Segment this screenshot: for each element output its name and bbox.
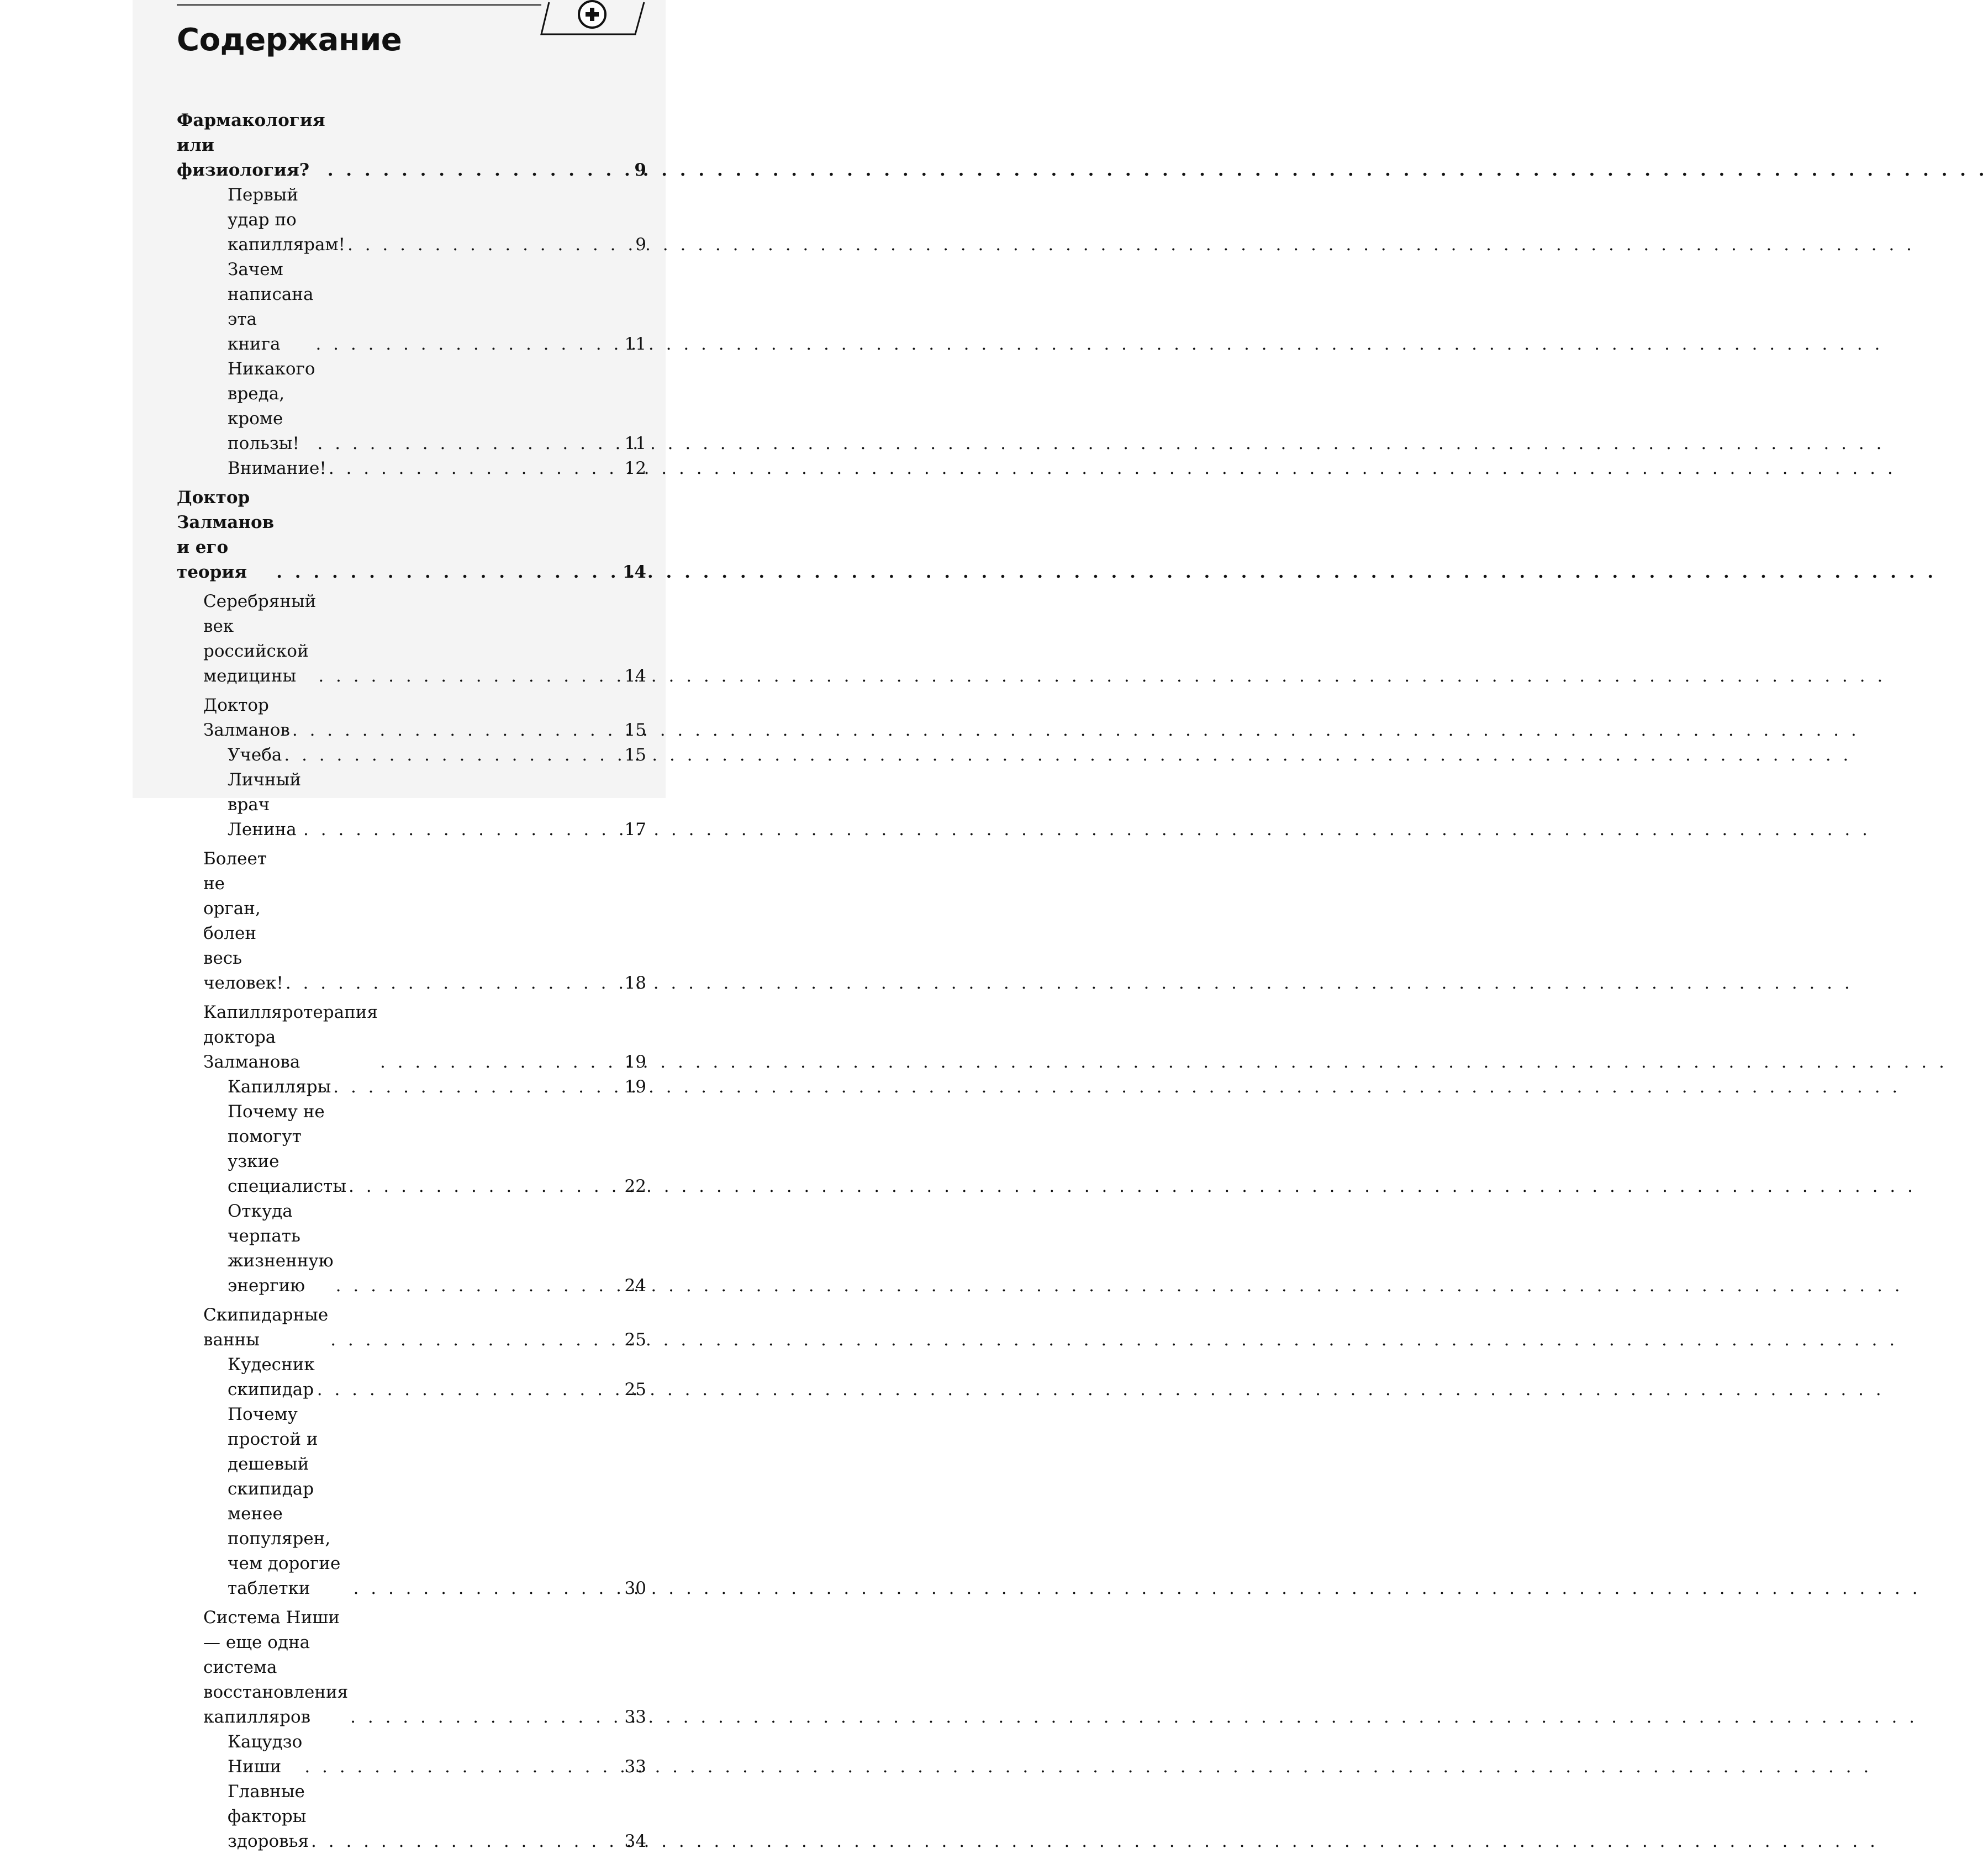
toc-entry xyxy=(177,1353,646,1402)
toc-page-number: 19 xyxy=(624,1052,646,1072)
toc-entry xyxy=(177,1402,646,1601)
toc-page-number: 25 xyxy=(624,1380,646,1399)
toc-entry-label: Капилляротерапия доктора Залманова xyxy=(203,1002,378,1072)
toc-page-number: 9 xyxy=(634,160,646,180)
toc-entry xyxy=(177,1303,646,1353)
toc-entry-label: Система Ниши — еще одна система восстановления капилляров xyxy=(203,1608,349,1727)
dot-leader xyxy=(311,1829,623,1854)
dot-leader xyxy=(329,456,623,481)
toc-entry xyxy=(177,108,646,183)
toc-entry-label: Внимание! xyxy=(228,458,326,478)
toc-page-number: 34 xyxy=(624,1831,646,1851)
toc-page-number: 14 xyxy=(622,562,646,582)
toc-page-number: 17 xyxy=(624,820,646,839)
dot-leader xyxy=(380,1050,623,1075)
toc-entry-label: Никакого вреда, кроме пользы! xyxy=(228,359,315,453)
toc-page-number: 19 xyxy=(624,1077,646,1097)
dot-leader xyxy=(315,332,622,357)
dot-leader xyxy=(347,233,633,257)
toc-page-number: 9 xyxy=(635,235,646,255)
toc-entry xyxy=(177,485,646,585)
toc-entry xyxy=(177,183,646,257)
dot-leader xyxy=(286,971,623,996)
book-page xyxy=(133,0,666,1851)
dot-leader xyxy=(292,718,623,743)
toc-entry xyxy=(177,456,646,481)
dot-leader xyxy=(354,1576,623,1601)
page-title: Содержание xyxy=(177,22,402,58)
header-rule xyxy=(177,4,541,6)
dot-leader xyxy=(328,158,632,183)
toc-entry-label: Откуда черпать жизненную энергию xyxy=(228,1201,334,1296)
toc-page-number: 24 xyxy=(624,1276,646,1296)
toc-entry xyxy=(177,589,646,689)
dot-leader xyxy=(317,1377,623,1402)
toc-page-number: 22 xyxy=(624,1176,646,1196)
dot-leader xyxy=(284,743,622,768)
toc-entry-label: Первый удар по капиллярам! xyxy=(228,185,346,255)
toc-page-number: 33 xyxy=(624,1757,646,1777)
toc-entry xyxy=(177,357,646,456)
toc-entry-label: Учеба xyxy=(228,745,282,765)
toc-entry xyxy=(177,1779,646,1854)
toc-page-number: 11 xyxy=(624,334,646,354)
toc-entry xyxy=(177,768,646,842)
toc-entry-label: Скипидарные ванны xyxy=(203,1305,329,1350)
dot-leader xyxy=(304,1755,622,1779)
toc-entry-label: Главные факторы здоровья xyxy=(228,1782,309,1851)
toc-entry-label: Фармакология или физиология? xyxy=(177,110,325,180)
toc-page-number: 12 xyxy=(624,458,646,478)
toc-entry xyxy=(177,1199,646,1298)
dot-leader xyxy=(318,664,622,689)
toc-page-number: 33 xyxy=(624,1707,646,1727)
toc-page-number: 11 xyxy=(624,434,646,453)
dot-leader xyxy=(336,1274,623,1298)
toc-entry-label: Личный врач Ленина xyxy=(228,770,302,839)
dot-leader xyxy=(330,1328,622,1353)
first-aid-plus-icon xyxy=(541,0,646,40)
toc-entry-label: Болеет не орган, болен весь человек! xyxy=(203,849,283,993)
dot-leader xyxy=(333,1075,622,1100)
toc-entry-label: Кудесник скипидар xyxy=(228,1355,315,1399)
toc-page-number: 15 xyxy=(624,720,646,740)
dot-leader xyxy=(303,817,623,842)
dot-leader xyxy=(349,1174,623,1199)
toc-entry-label: Зачем написана эта книга xyxy=(228,260,314,354)
toc-entry-label: Капилляры xyxy=(228,1077,331,1097)
dot-leader xyxy=(350,1705,622,1730)
toc-entry xyxy=(177,693,646,743)
toc-page-number: 30 xyxy=(624,1578,646,1598)
dot-leader xyxy=(318,431,623,456)
toc-entry xyxy=(177,847,646,996)
toc-entry-label: Почему не помогут узкие специалисты xyxy=(228,1102,346,1196)
toc-entry xyxy=(177,257,646,357)
dot-leader xyxy=(276,560,620,585)
toc-entry xyxy=(177,743,646,768)
toc-entry xyxy=(177,1075,646,1100)
toc-entry xyxy=(177,1000,646,1075)
toc-page-number: 14 xyxy=(624,666,646,686)
toc-entry xyxy=(177,1100,646,1199)
toc-page-number: 25 xyxy=(624,1330,646,1350)
toc-page-number: 18 xyxy=(624,973,646,993)
toc-entry-label: Серебряный век российской медицины xyxy=(203,591,317,686)
table-of-contents xyxy=(177,108,646,1854)
toc-entry-label: Кацудзо Ниши xyxy=(228,1732,303,1777)
toc-entry-label: Почему простой и дешевый скипидар менее популярен, чем дорогие таблетки xyxy=(228,1404,341,1598)
toc-page-number: 15 xyxy=(624,745,646,765)
toc-entry-label: Доктор Залманов и его теория xyxy=(177,488,275,582)
toc-entry xyxy=(177,1730,646,1779)
toc-entry-label: Доктор Залманов xyxy=(203,695,290,740)
toc-entry xyxy=(177,1605,646,1730)
